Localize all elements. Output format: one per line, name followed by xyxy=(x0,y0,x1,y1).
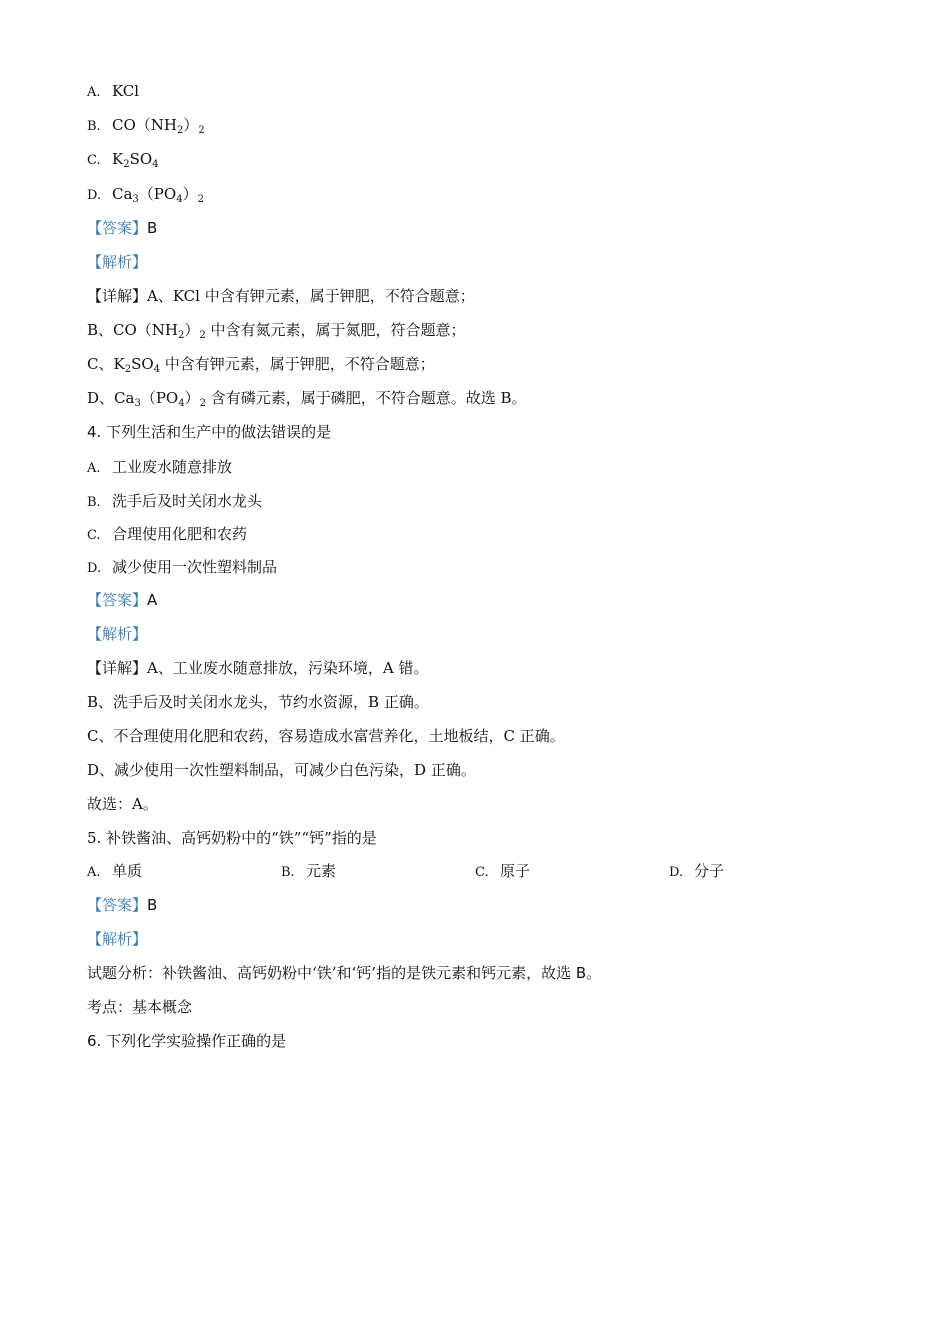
q5-kaodian xyxy=(87,995,192,1019)
q3-option-d xyxy=(87,182,204,206)
analysis-text: 试题分析：补铁酱油、高钙奶粉中‘铁’和‘钙’指的是铁元素和钙元素，故选 xyxy=(87,964,576,982)
q3-answer xyxy=(87,216,157,240)
option-text: 合理使用化肥和农药 xyxy=(112,525,248,543)
subscript: 2 xyxy=(124,364,132,375)
detail-text: B、CO（NH xyxy=(87,321,179,339)
option-text: 元素 xyxy=(306,862,337,880)
q6-stem xyxy=(87,1029,286,1053)
question-number: 6. xyxy=(87,1032,102,1050)
analysis-label: 【解析】 xyxy=(87,930,148,948)
option-letter: A. xyxy=(87,865,101,880)
subscript: 4 xyxy=(176,194,183,205)
answer-value: B xyxy=(147,219,158,237)
option-letter: B. xyxy=(87,495,101,510)
q4-option-d xyxy=(87,555,277,579)
q4-stem xyxy=(87,420,331,444)
analysis-answer: B xyxy=(575,964,587,982)
subscript: 4 xyxy=(152,159,159,170)
detail-label: 【详解】 xyxy=(87,659,148,677)
option-text: 原子 xyxy=(500,862,531,880)
q4-analysis-heading xyxy=(87,622,147,646)
subscript: 2 xyxy=(176,125,184,136)
q5-options-row xyxy=(87,859,847,883)
subscript: 3 xyxy=(134,398,141,409)
answer-value: A xyxy=(147,591,158,609)
subscript: 2 xyxy=(199,398,206,409)
q4-answer xyxy=(87,588,157,612)
answer-label: 【答案】 xyxy=(87,591,148,609)
q4-option-b xyxy=(87,489,262,513)
option-text: KCl xyxy=(112,82,140,100)
analysis-text: 。 xyxy=(586,964,602,982)
q5-stem xyxy=(87,826,377,850)
detail-text: （PO xyxy=(140,389,179,407)
q5-answer xyxy=(87,893,157,917)
option-letter: A. xyxy=(87,461,101,476)
q4-detail-b xyxy=(87,690,429,714)
subscript: 4 xyxy=(153,364,161,375)
subscript: 2 xyxy=(199,330,206,341)
q5-option-b xyxy=(281,859,336,885)
q4-detail-d xyxy=(87,758,476,782)
analysis-label: 【解析】 xyxy=(87,625,148,643)
detail-text: A、工业废水随意排放，污染环境，A 错。 xyxy=(147,659,429,677)
option-text: Ca xyxy=(112,185,133,203)
kaodian-text: 考点：基本概念 xyxy=(87,998,193,1016)
option-text: 分子 xyxy=(694,862,725,880)
q3-detail-b xyxy=(87,318,466,342)
option-letter: C. xyxy=(87,153,101,168)
detail-text: B、洗手后及时关闭水龙头，节约水资源，B 正确。 xyxy=(87,693,429,711)
detail-text: ） xyxy=(184,389,200,407)
option-letter: C. xyxy=(87,528,101,543)
subscript: 3 xyxy=(132,194,139,205)
q3-detail-a xyxy=(87,284,475,308)
q3-option-c xyxy=(87,147,159,171)
question-text: 下列生活和生产中的做法错误的是 xyxy=(106,423,332,441)
detail-text: 中含有氮元素，属于氮肥，符合题意； xyxy=(205,321,466,339)
detail-text: C、不合理使用化肥和农药，容易造成水富营养化，土地板结，C 正确。 xyxy=(87,727,565,745)
detail-text: D、减少使用一次性塑料制品，可减少白色污染，D 正确。 xyxy=(87,761,476,779)
detail-text: A、KCl 中含有钾元素，属于钾肥，不符合题意； xyxy=(147,287,475,305)
q3-detail-d xyxy=(87,386,527,410)
detail-text: 中含有钾元素，属于钾肥，不符合题意； xyxy=(160,355,435,373)
detail-text: ） xyxy=(184,321,200,339)
q3-option-b xyxy=(87,113,205,137)
option-text: 洗手后及时关闭水龙头 xyxy=(112,492,263,510)
q4-conclusion xyxy=(87,792,158,816)
detail-text: SO xyxy=(131,355,154,373)
option-text: ） xyxy=(183,116,199,134)
option-letter: D. xyxy=(87,561,102,576)
answer-value: B xyxy=(147,896,158,914)
analysis-label: 【解析】 xyxy=(87,253,148,271)
q4-option-c xyxy=(87,522,247,546)
option-text: CO（NH xyxy=(112,116,177,134)
question-text: 5. 补铁酱油、高钙奶粉中的“铁”“钙”指的是 xyxy=(87,829,377,847)
option-text: ） xyxy=(182,185,198,203)
option-letter: D. xyxy=(87,188,102,203)
q5-option-a xyxy=(87,859,142,885)
option-text: 工业废水随意排放 xyxy=(112,458,233,476)
q5-option-c xyxy=(475,859,530,885)
subscript: 2 xyxy=(198,125,205,136)
question-text: 下列化学实验操作正确的是 xyxy=(106,1032,287,1050)
detail-text: C、K xyxy=(87,355,125,373)
subscript: 2 xyxy=(197,194,204,205)
answer-label: 【答案】 xyxy=(87,219,148,237)
option-letter: B. xyxy=(87,119,101,134)
option-letter: A. xyxy=(87,85,101,100)
q3-detail-c xyxy=(87,352,435,376)
subscript: 2 xyxy=(123,159,130,170)
detail-label: 【详解】 xyxy=(87,287,148,305)
q3-analysis-heading xyxy=(87,250,147,274)
q5-analysis-text xyxy=(87,961,601,985)
option-text: 减少使用一次性塑料制品 xyxy=(112,558,278,576)
q3-option-a xyxy=(87,79,139,103)
detail-text: 含有磷元素，属于磷肥，不符合题意。故选 B。 xyxy=(205,389,527,407)
detail-text: D、Ca xyxy=(87,389,135,407)
option-letter: D. xyxy=(669,865,684,880)
q4-option-a xyxy=(87,455,232,479)
option-text: K xyxy=(112,150,124,168)
detail-text: 故选：A。 xyxy=(87,795,158,813)
q4-detail-c xyxy=(87,724,565,748)
subscript: 4 xyxy=(178,398,185,409)
question-number: 4. xyxy=(87,423,102,441)
option-text: （PO xyxy=(138,185,177,203)
option-letter: C. xyxy=(475,865,489,880)
option-text: 单质 xyxy=(112,862,143,880)
answer-label: 【答案】 xyxy=(87,896,148,914)
q4-detail-a xyxy=(87,656,428,680)
q5-analysis-heading xyxy=(87,927,147,951)
option-text: SO xyxy=(129,150,153,168)
option-letter: B. xyxy=(281,865,295,880)
q5-option-d xyxy=(669,859,724,885)
subscript: 2 xyxy=(178,330,185,341)
